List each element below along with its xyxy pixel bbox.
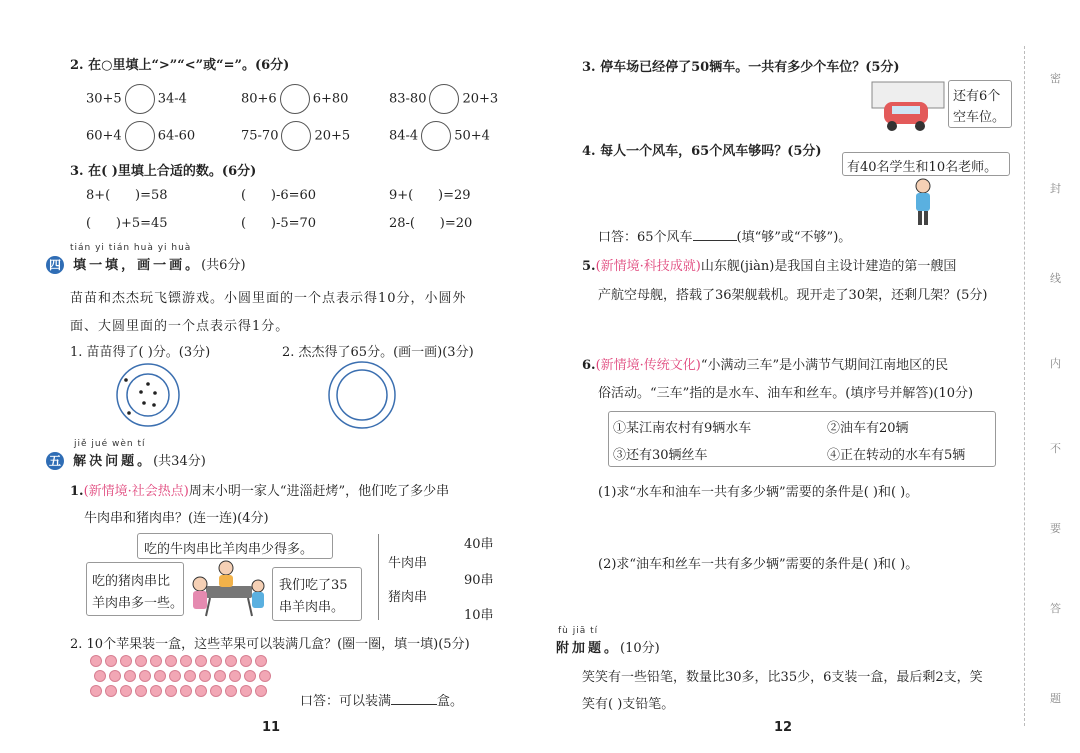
- bonus-text1: 笑笑有一些铅笔，数量比30多，比35少，6支装一盒，最后剩2支，笑: [582, 670, 983, 685]
- apple-icon: [196, 686, 207, 697]
- compare-item: [389, 84, 498, 114]
- r-q6-tag: (新情境·传统文化): [595, 358, 701, 373]
- fill-blank-item[interactable]: ( )-6=60: [241, 188, 317, 203]
- apple-icon: [151, 686, 162, 697]
- apple-icon: [151, 656, 162, 667]
- compare-left-expr: 60+4: [86, 128, 122, 144]
- apple-icon: [241, 656, 252, 667]
- sec4-sub1: 1. 苗苗得了( )分。(3分): [70, 345, 211, 360]
- fill-blank-item[interactable]: ( )+5=45: [86, 216, 168, 231]
- apple-icon: [166, 686, 177, 697]
- q2-answer-unit: 盒。: [437, 694, 464, 709]
- bubble-left-line1: 吃的猪肉串比: [92, 574, 171, 589]
- compare-left-expr: 83-80: [389, 91, 427, 107]
- bubble-right-line1: 我们吃了35: [279, 578, 348, 593]
- page-number-left: 11: [262, 720, 281, 735]
- apple-icon: [121, 686, 132, 697]
- bubble-left: [86, 562, 184, 616]
- r-q6-sub1: (1)求“水车和油车一共有多少辆”需要的条件是( )和( )。: [598, 485, 919, 500]
- apple-icon: [185, 671, 196, 682]
- apple-icon: [211, 656, 222, 667]
- q1-text-line2: 牛肉串和猪肉串？(连一连)(4分): [84, 511, 269, 526]
- apple-icon: [166, 656, 177, 667]
- r-q6-sub2: (2)求“油车和丝车一共有多少辆”需要的条件是( )和( )。: [598, 557, 919, 572]
- compare-right-expr: 20+3: [462, 91, 499, 107]
- apple-icon: [215, 671, 226, 682]
- count-option-1[interactable]: 40串: [464, 537, 494, 552]
- compare-item: [86, 121, 195, 151]
- sec4-intro-line2: 面、大圆里面的一个点表示得1分。: [70, 319, 290, 334]
- bubble-top-text: 吃的牛肉串比羊肉串少得多。: [144, 542, 314, 557]
- compare-left-expr: 30+5: [86, 91, 122, 107]
- apple-icon: [136, 656, 147, 667]
- apple-icon: [140, 671, 151, 682]
- compare-circle[interactable]: [421, 121, 451, 151]
- seal-char: 不: [1050, 442, 1061, 455]
- sec4-title: 填一填，画一画。: [73, 258, 202, 273]
- r-q6: [582, 354, 948, 373]
- bonus-score: (10分): [620, 641, 660, 656]
- apple-icon: [211, 686, 222, 697]
- r-q4-bubble: [842, 152, 1010, 176]
- r-q4-answer-blank[interactable]: [693, 228, 737, 241]
- q2-title: 2. 在○里填上“>”“<”或“=”。(6分): [70, 58, 290, 73]
- seal-line: [1024, 46, 1026, 726]
- r-q5-tag: (新情境·科技成就): [595, 259, 701, 274]
- q3-title: 3. 在( )里填上合适的数。(6分): [70, 164, 257, 179]
- compare-item: [389, 121, 490, 151]
- r-q5-number: 5.: [582, 259, 596, 274]
- q1-tag: (新情境·社会热点): [83, 484, 189, 499]
- seal-char: 封: [1050, 182, 1061, 195]
- apple-icon: [106, 686, 117, 697]
- apple-icon: [106, 656, 117, 667]
- pork-label[interactable]: 猪肉串: [388, 590, 428, 605]
- apple-icon: [170, 671, 181, 682]
- compare-right-expr: 6+80: [312, 91, 349, 107]
- sec4-number: 四: [46, 256, 64, 274]
- r-q3-bubble-line1: 还有6个: [953, 89, 1001, 104]
- bonus-heading: [556, 637, 660, 656]
- r-q4-answer-hint: (填“够”或“不够”)。: [736, 230, 852, 245]
- compare-right-expr: 20+5: [314, 128, 351, 144]
- compare-item: [241, 121, 350, 151]
- compare-circle[interactable]: [125, 84, 155, 114]
- bonus-text2: 笑有( )支铅笔。: [582, 697, 675, 712]
- seal-char: 要: [1050, 522, 1061, 535]
- seal-char: 线: [1050, 272, 1061, 285]
- apple-icon: [245, 671, 256, 682]
- seal-char: 题: [1050, 692, 1061, 705]
- sec4-score: (共6分): [201, 258, 246, 273]
- apple-icon: [260, 671, 271, 682]
- r-q6-text2: 俗活动。“三车”指的是水车、油车和丝车。(填序号并解答)(10分): [598, 386, 974, 401]
- compare-left-expr: 75-70: [241, 128, 279, 144]
- compare-item: [241, 84, 348, 114]
- apple-icon: [226, 686, 237, 697]
- cond-3: ③还有30辆丝车: [613, 448, 708, 463]
- compare-item: [86, 84, 187, 114]
- cond-1: ①某江南农村有9辆水车: [613, 421, 752, 436]
- q1-text: 周末小明一家人“进淄赶烤”，他们吃了多少串: [188, 484, 450, 499]
- sec5-score: (共34分): [153, 454, 206, 469]
- r-q3-bubble-line2: 空车位。: [953, 110, 1006, 125]
- bubble-right: [272, 567, 362, 621]
- seal-char: 内: [1050, 357, 1061, 370]
- cond-4: ④正在转动的水车有5辆: [827, 448, 966, 463]
- apple-icon: [226, 656, 237, 667]
- r-q4-answer: [598, 226, 851, 245]
- r-q3-title: 3. 停车场已经停了50辆车。一共有多少个车位？(5分): [582, 60, 900, 75]
- apple-icon: [91, 656, 102, 667]
- apple-icon: [196, 656, 207, 667]
- bonus-pinyin: fù jiā tí: [558, 626, 599, 636]
- seal-char: 密: [1050, 72, 1061, 85]
- page-number-right: 12: [774, 720, 793, 735]
- r-q5: [582, 255, 956, 274]
- r-q5-text2: 产航空母舰，搭载了36架舰载机。现开走了30架，还剩几架？(5分): [598, 288, 988, 303]
- fill-blank-item[interactable]: 9+( )=29: [389, 188, 471, 203]
- sec5-heading: [46, 450, 206, 470]
- q2-answer: [300, 690, 463, 709]
- bubble-left-line2: 羊肉串多一些。: [92, 596, 184, 611]
- family-bbq-illustration: [186, 556, 272, 618]
- apple-icon: [181, 686, 192, 697]
- sec4-heading: [46, 254, 246, 274]
- sec5-pinyin: jiě jué wèn tí: [74, 439, 146, 449]
- jiejie-dartboard[interactable]: [325, 358, 401, 432]
- apple-icon: [136, 686, 147, 697]
- count-option-2[interactable]: 90串: [464, 573, 494, 588]
- apple-icon: [181, 656, 192, 667]
- apple-icon: [241, 686, 252, 697]
- q2-answer-label: 口答：可以装满: [300, 694, 392, 709]
- fill-blank-item[interactable]: 28-( )=20: [389, 216, 473, 231]
- student-illustration: [910, 178, 936, 228]
- apple-icon: [256, 686, 267, 697]
- compare-right-expr: 34-4: [157, 91, 187, 107]
- fill-blank-item[interactable]: 8+( )=58: [86, 188, 168, 203]
- r-q5-text1: 山东舰(jiàn)是我国自主设计建造的第一艘国: [700, 259, 957, 274]
- apple-icon: [125, 671, 136, 682]
- compare-circle[interactable]: [280, 84, 310, 114]
- apple-icon: [230, 671, 241, 682]
- fill-blank-item[interactable]: ( )-5=70: [241, 216, 317, 231]
- r-q6-number: 6.: [582, 358, 596, 373]
- compare-circle[interactable]: [125, 121, 155, 151]
- apples-group[interactable]: [90, 654, 290, 700]
- sec4-intro-line1: 苗苗和杰杰玩飞镖游戏。小圆里面的一个点表示得10分，小圆外: [70, 291, 467, 306]
- apple-icon: [155, 671, 166, 682]
- q2-answer-blank[interactable]: [391, 692, 437, 705]
- apple-icon: [200, 671, 211, 682]
- compare-circle[interactable]: [429, 84, 459, 114]
- compare-right-expr: 50+4: [454, 128, 490, 144]
- apple-icon: [121, 656, 132, 667]
- sec5-q1: 1.(新情境·社会热点)周末小明一家人“进淄赶烤”，他们吃了多少串: [70, 484, 450, 499]
- apple-icon: [95, 671, 106, 682]
- apple-icon: [256, 656, 267, 667]
- connect-divider: [378, 534, 379, 620]
- cond-2: ②油车有20辆: [827, 421, 909, 436]
- sec4-pinyin: tián yi tián huà yi huà: [70, 243, 192, 253]
- sec5-title: 解决问题。: [73, 454, 154, 469]
- r-q4-title: 4. 每人一个风车，65个风车够吗？(5分): [582, 144, 822, 159]
- apple-icon: [110, 671, 121, 682]
- apple-icon: [91, 686, 102, 697]
- compare-right-expr: 64-60: [157, 128, 196, 144]
- miaomiao-dartboard: [110, 360, 190, 430]
- bonus-title: 附加题。: [556, 641, 621, 656]
- r-q4-bubble-text: 有40名学生和10名老师。: [847, 160, 998, 175]
- right-page: [540, 0, 1080, 753]
- sec4-sub2: 2. 杰杰得了65分。(画一画)(3分): [282, 345, 474, 360]
- compare-left-expr: 84-4: [389, 128, 419, 144]
- beef-label[interactable]: 牛肉串: [388, 556, 428, 571]
- seal-char: 答: [1050, 602, 1061, 615]
- r-q3-bubble: [948, 80, 1012, 128]
- sec5-number: 五: [46, 452, 64, 470]
- compare-left-expr: 80+6: [241, 91, 277, 107]
- compare-circle[interactable]: [281, 121, 311, 151]
- r-q6-text1: “小满动三车”是小满节气期间江南地区的民: [700, 358, 949, 373]
- r-q6-conditions: [608, 411, 996, 467]
- count-option-3[interactable]: 10串: [464, 608, 494, 623]
- sec5-q2-text: 2. 10个苹果装一盒，这些苹果可以装满几盒？(圈一圈，填一填)(5分): [70, 637, 470, 652]
- r-q4-answer-label: 口答：65个风车: [598, 230, 693, 245]
- bubble-right-line2: 串羊肉串。: [279, 600, 345, 615]
